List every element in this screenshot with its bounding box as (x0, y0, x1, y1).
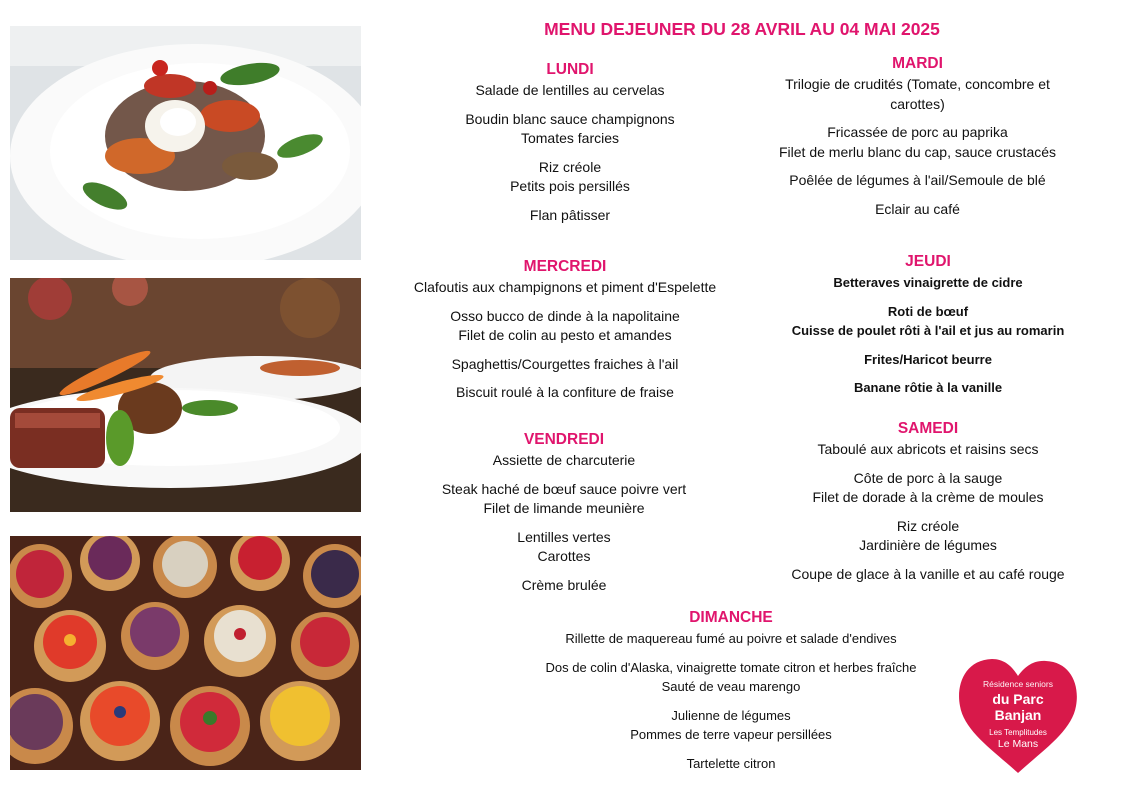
dish-line: Filet de colin au pesto et amandes (458, 327, 672, 343)
day-section-vendredi (405, 431, 723, 595)
dessert-dish (760, 200, 1075, 220)
dessert-dish (400, 206, 740, 226)
dish-line: Fricassée de porc au paprika (827, 124, 1008, 140)
dish-line: Coupe de glace à la vanille et au café rouge (791, 565, 1065, 582)
dish-line: Clafoutis aux champignons et piment d'Espelette (413, 279, 717, 295)
starter-dish (500, 629, 962, 649)
side-dish (768, 517, 1088, 556)
dish-line: Jardinière de légumes (859, 537, 997, 553)
dish-line: Trilogie de crudités (Tomate, concombre et carottes) (785, 76, 1050, 112)
side-dish (405, 528, 723, 567)
dish-line: Osso bucco de dinde à la napolitaine (450, 307, 680, 324)
day-section-mercredi (390, 258, 740, 403)
side-dish (768, 350, 1088, 370)
dish-line: Petits pois persillés (510, 178, 630, 194)
dish-line: Filet de limande meunière (483, 500, 645, 516)
dish-line: Eclair au café (875, 200, 960, 217)
day-name: MARDI (892, 55, 943, 72)
dish-line: Taboulé aux abricots et raisins secs (817, 441, 1039, 457)
day-name: LUNDI (546, 61, 594, 78)
main-dish (768, 469, 1088, 508)
day-name: JEUDI (905, 253, 951, 270)
starter-dish (400, 81, 740, 101)
starter-dish (760, 75, 1075, 114)
logo-line-1: Résidence seniors (983, 679, 1053, 689)
dish-line: Riz créole (896, 517, 960, 534)
dish-line: Banane rôtie à la vanille (853, 380, 1003, 395)
logo-line-4: Les Templitudes (989, 728, 1047, 737)
side-dish (760, 171, 1075, 191)
residence-logo (954, 656, 1082, 774)
dish-line: Pommes de terre vapeur persillées (630, 727, 832, 742)
dish-line: Biscuit roulé à la confiture de fraise (456, 384, 674, 400)
dessert-dish (768, 378, 1088, 398)
main-dish (760, 123, 1075, 162)
dish-line: Tomates farcies (520, 130, 620, 146)
side-dish (400, 158, 740, 197)
steak-vegetables-plate-photo (10, 278, 361, 512)
day-name: SAMEDI (897, 420, 959, 437)
main-dish (390, 307, 740, 346)
dish-line: Filet de dorade à la crème de moules (812, 489, 1044, 505)
dish-line: Steak haché de bœuf sauce poivre vert (441, 480, 687, 497)
fruit-tartlets-photo (10, 536, 361, 770)
logo-line-2: du Parc (992, 691, 1044, 707)
starter-dish (768, 273, 1088, 293)
dish-line: Julienne de légumes (671, 707, 791, 723)
day-section-jeudi (768, 253, 1088, 398)
day-section-mardi (760, 55, 1075, 219)
dish-line: Roti de bœuf (887, 303, 969, 319)
main-dish (405, 480, 723, 519)
dish-line: Riz créole (538, 158, 602, 175)
menu-title: MENU DEJEUNER DU 28 AVRIL AU 04 MAI 2025 (544, 19, 940, 39)
dish-line: Carottes (537, 548, 591, 564)
day-name: DIMANCHE (689, 609, 773, 626)
main-dish (768, 302, 1088, 341)
dish-line: Lentilles vertes (517, 528, 611, 545)
dish-line: Betteraves vinaigrette de cidre (833, 275, 1023, 290)
day-section-dimanche (500, 609, 962, 773)
side-dish (390, 355, 740, 375)
day-section-lundi (400, 61, 740, 225)
logo-line-3: Banjan (994, 707, 1042, 723)
dessert-dish (500, 754, 962, 774)
dish-line: Côte de porc à la sauge (853, 469, 1003, 486)
dessert-dish (768, 565, 1088, 585)
dish-line: Flan pâtisser (529, 206, 611, 223)
starter-dish (768, 440, 1088, 460)
burrata-grilled-vegetables-photo (10, 26, 361, 260)
dish-line: Poêlée de légumes à l'ail/Semoule de blé (789, 172, 1046, 188)
logo-line-5: Le Mans (997, 738, 1039, 750)
starter-dish (390, 278, 740, 298)
dish-line: Cuisse de poulet rôti à l'ail et jus au romarin (791, 323, 1065, 338)
side-dish (500, 706, 962, 745)
main-dish (500, 658, 962, 697)
dish-line: Rillette de maquereau fumé au poivre et salade d'endives (565, 631, 897, 646)
dish-line: Dos de colin d'Alaska, vinaigrette tomate citron et herbes fraîche (545, 659, 917, 675)
dish-line: Assiette de charcuterie (492, 452, 636, 468)
dish-line: Crème brulée (521, 576, 607, 593)
main-dish (400, 110, 740, 149)
dish-line: Spaghettis/Courgettes fraiches à l'ail (451, 355, 679, 372)
dish-line: Salade de lentilles au cervelas (475, 82, 665, 98)
dessert-dish (405, 576, 723, 596)
dessert-dish (390, 383, 740, 403)
day-name: VENDREDI (523, 431, 605, 448)
dish-line: Boudin blanc sauce champignons (465, 110, 675, 127)
starter-dish (405, 451, 723, 471)
day-section-samedi (768, 420, 1088, 584)
day-name: MERCREDI (523, 258, 607, 275)
dish-line: Filet de merlu blanc du cap, sauce crustacés (778, 143, 1057, 160)
dish-line: Sauté de veau marengo (661, 679, 801, 694)
dish-line: Tartelette citron (686, 755, 776, 771)
dish-line: Frites/Haricot beurre (864, 351, 992, 367)
